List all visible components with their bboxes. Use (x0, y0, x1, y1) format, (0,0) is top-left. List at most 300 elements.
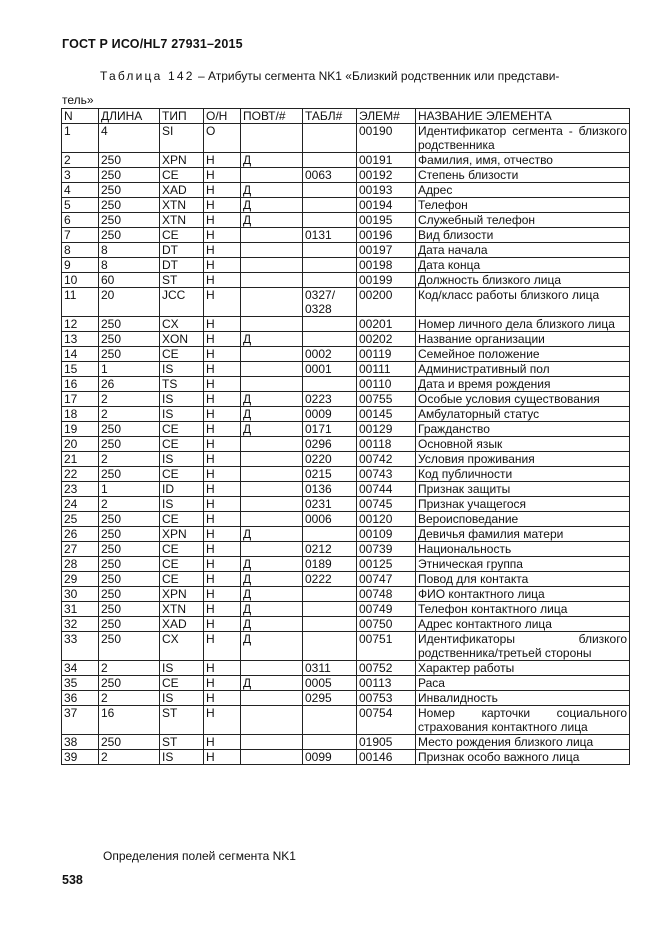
table-cell: CX (160, 317, 204, 332)
table-cell: 01905 (357, 735, 416, 750)
table-cell: 8 (62, 243, 99, 258)
table-cell: CE (160, 437, 204, 452)
table-cell: Н (204, 407, 241, 422)
table-cell: XAD (160, 617, 204, 632)
table-cell: Характер работы (416, 661, 630, 676)
table-cell: Раса (416, 676, 630, 691)
table-cell (241, 497, 303, 512)
table-row (62, 467, 630, 482)
table-cell: 7 (62, 228, 99, 243)
table-cell: Степень близости (416, 168, 630, 183)
table-row (62, 542, 630, 557)
table-row (62, 602, 630, 617)
table-cell: IS (160, 691, 204, 706)
table-cell (241, 362, 303, 377)
table-cell: Д (241, 557, 303, 572)
table-cell: Код публичности (416, 467, 630, 482)
table-cell: Н (204, 347, 241, 362)
table-cell (303, 183, 357, 198)
table-cell: 2 (99, 750, 160, 765)
caption-line-1 (62, 64, 628, 88)
table-cell: 00739 (357, 542, 416, 557)
table-row (62, 661, 630, 676)
table-cell (241, 452, 303, 467)
table-cell: 6 (62, 213, 99, 228)
table-row (62, 512, 630, 527)
table-cell: Д (241, 587, 303, 602)
table-cell: 21 (62, 452, 99, 467)
table-cell: Гражданство (416, 422, 630, 437)
table-cell: CE (160, 228, 204, 243)
table-cell: Н (204, 317, 241, 332)
table-cell: 2 (99, 407, 160, 422)
table-cell: 250 (99, 198, 160, 213)
table-cell (303, 198, 357, 213)
table-cell: XAD (160, 183, 204, 198)
table-cell: 18 (62, 407, 99, 422)
table-cell: 2 (99, 392, 160, 407)
table-cell: XPN (160, 527, 204, 542)
table-cell (303, 317, 357, 332)
table-cell: 8 (99, 258, 160, 273)
table-row (62, 124, 630, 153)
table-cell: Признак защиты (416, 482, 630, 497)
table-cell: Д (241, 602, 303, 617)
table-cell: 0063 (303, 168, 357, 183)
caption-dash: – (197, 69, 205, 83)
table-cell: 250 (99, 527, 160, 542)
table-cell: 00118 (357, 437, 416, 452)
table-cell: 00129 (357, 422, 416, 437)
table-cell: Н (204, 617, 241, 632)
table-cell: 250 (99, 512, 160, 527)
table-cell: Признак учащегося (416, 497, 630, 512)
table-cell (241, 750, 303, 765)
caption-line-2: тель» (62, 93, 94, 107)
table-cell: 60 (99, 273, 160, 288)
table-cell: 00747 (357, 572, 416, 587)
table-cell: Д (241, 632, 303, 661)
table-cell: Н (204, 153, 241, 168)
table-cell (303, 632, 357, 661)
table-cell: Административный пол (416, 362, 630, 377)
table-cell: 0171 (303, 422, 357, 437)
table-row (62, 557, 630, 572)
table-row (62, 750, 630, 765)
table-cell: 2 (99, 691, 160, 706)
table-cell (241, 258, 303, 273)
table-cell: 15 (62, 362, 99, 377)
table-cell: Должность близкого лица (416, 273, 630, 288)
table-cell: Адрес контактного лица (416, 617, 630, 632)
table-cell (303, 273, 357, 288)
table-cell: 34 (62, 661, 99, 676)
table-cell: 00190 (357, 124, 416, 153)
table-cell (303, 153, 357, 168)
table-cell: CX (160, 632, 204, 661)
table-cell: 00197 (357, 243, 416, 258)
table-cell: 250 (99, 317, 160, 332)
column-header: ПОВТ/# (241, 109, 303, 124)
table-cell: Н (204, 527, 241, 542)
table-cell: 36 (62, 691, 99, 706)
table-cell: 28 (62, 557, 99, 572)
table-cell: 00752 (357, 661, 416, 676)
table-row (62, 422, 630, 437)
table-cell: Идентификаторы близкого родственника/третьей стороны (416, 632, 630, 661)
table-cell: 00751 (357, 632, 416, 661)
field-definitions-heading: Определения полей сегмента NK1 (103, 849, 296, 863)
table-row (62, 452, 630, 467)
table-cell: IS (160, 407, 204, 422)
table-cell: ST (160, 273, 204, 288)
caption-text: Атрибуты сегмента NK1 «Близкий родственник или представи- (207, 69, 560, 83)
table-cell: XTN (160, 213, 204, 228)
table-cell: 0296 (303, 437, 357, 452)
table-row (62, 617, 630, 632)
table-cell: 250 (99, 422, 160, 437)
table-cell: 8 (99, 243, 160, 258)
table-cell: Н (204, 676, 241, 691)
table-cell: XON (160, 332, 204, 347)
table-cell: 4 (99, 124, 160, 153)
table-cell: IS (160, 392, 204, 407)
table-cell: Дата конца (416, 258, 630, 273)
table-cell (303, 527, 357, 542)
table-row (62, 482, 630, 497)
table-cell: 0311 (303, 661, 357, 676)
table-cell: Н (204, 198, 241, 213)
table-cell: 32 (62, 617, 99, 632)
table-cell: 250 (99, 153, 160, 168)
table-row (62, 347, 630, 362)
table-cell (303, 332, 357, 347)
table-cell: Н (204, 168, 241, 183)
table-cell: Н (204, 467, 241, 482)
table-cell: Основной язык (416, 437, 630, 452)
table-row (62, 735, 630, 750)
table-cell: Н (204, 587, 241, 602)
table-cell: 16 (62, 377, 99, 392)
table-cell (241, 317, 303, 332)
table-cell: CE (160, 572, 204, 587)
table-cell (303, 706, 357, 735)
table-cell: 23 (62, 482, 99, 497)
table-cell (303, 124, 357, 153)
table-cell: 250 (99, 676, 160, 691)
table-cell: Н (204, 392, 241, 407)
table-cell: 00196 (357, 228, 416, 243)
table-cell: 00194 (357, 198, 416, 213)
table-cell: Дата и время рождения (416, 377, 630, 392)
column-header: О/Н (204, 109, 241, 124)
table-cell: XTN (160, 198, 204, 213)
table-cell: 00191 (357, 153, 416, 168)
table-cell: Служебный телефон (416, 213, 630, 228)
table-cell: 0002 (303, 347, 357, 362)
table-cell: ST (160, 735, 204, 750)
table-cell: 00755 (357, 392, 416, 407)
table-cell: Амбулаторный статус (416, 407, 630, 422)
table-cell: 0099 (303, 750, 357, 765)
table-cell: 0222 (303, 572, 357, 587)
table-cell: 00145 (357, 407, 416, 422)
table-row (62, 168, 630, 183)
table-cell (241, 243, 303, 258)
table-row (62, 317, 630, 332)
table-row (62, 228, 630, 243)
table-cell: 00119 (357, 347, 416, 362)
table-cell: 2 (62, 153, 99, 168)
table-cell: 16 (99, 706, 160, 735)
table-cell: 9 (62, 258, 99, 273)
table-cell: Название организации (416, 332, 630, 347)
table-cell: 00201 (357, 317, 416, 332)
table-cell: Н (204, 572, 241, 587)
table-cell: 37 (62, 706, 99, 735)
table-cell: Этническая группа (416, 557, 630, 572)
table-cell: CE (160, 467, 204, 482)
table-cell: 4 (62, 183, 99, 198)
table-cell: Н (204, 706, 241, 735)
table-row (62, 153, 630, 168)
table-row (62, 706, 630, 735)
table-cell: Н (204, 258, 241, 273)
table-cell: 00109 (357, 527, 416, 542)
table-cell: 0005 (303, 676, 357, 691)
table-cell (241, 437, 303, 452)
table-cell: Условия проживания (416, 452, 630, 467)
column-header: ТИП (160, 109, 204, 124)
table-cell: ID (160, 482, 204, 497)
table-cell: О (204, 124, 241, 153)
table-cell: Н (204, 497, 241, 512)
table-cell: 14 (62, 347, 99, 362)
table-cell: 0231 (303, 497, 357, 512)
table-cell: 250 (99, 332, 160, 347)
table-cell: Н (204, 452, 241, 467)
table-cell: 00750 (357, 617, 416, 632)
table-cell: 0009 (303, 407, 357, 422)
table-cell: Место рождения близкого лица (416, 735, 630, 750)
table-cell: 0189 (303, 557, 357, 572)
table-cell: 00125 (357, 557, 416, 572)
table-cell: Повод для контакта (416, 572, 630, 587)
table-row (62, 198, 630, 213)
table-cell: Телефон контактного лица (416, 602, 630, 617)
table-cell: 24 (62, 497, 99, 512)
table-header-row (62, 109, 630, 124)
table-cell: Н (204, 288, 241, 317)
table-cell: CE (160, 422, 204, 437)
table-cell: Вероисповедание (416, 512, 630, 527)
table-cell: Н (204, 482, 241, 497)
table-cell: 3 (62, 168, 99, 183)
table-cell: 35 (62, 676, 99, 691)
table-cell: 1 (99, 482, 160, 497)
table-cell: TS (160, 377, 204, 392)
table-cell: 250 (99, 587, 160, 602)
table-cell: IS (160, 452, 204, 467)
table-cell: Код/класс работы близкого лица (416, 288, 630, 317)
table-row (62, 497, 630, 512)
table-cell: 11 (62, 288, 99, 317)
table-cell: 33 (62, 632, 99, 661)
table-cell: 00748 (357, 587, 416, 602)
table-cell: Н (204, 213, 241, 228)
table-cell: Д (241, 153, 303, 168)
table-cell (241, 347, 303, 362)
table-row (62, 183, 630, 198)
table-cell: 0001 (303, 362, 357, 377)
table-cell (303, 377, 357, 392)
table-cell: 00111 (357, 362, 416, 377)
table-cell (241, 691, 303, 706)
table-row (62, 243, 630, 258)
table-cell: DT (160, 243, 204, 258)
table-cell: Н (204, 750, 241, 765)
table-cell: 00742 (357, 452, 416, 467)
table-row (62, 587, 630, 602)
table-label: Таблица 142 (100, 69, 195, 83)
table-cell: Вид близости (416, 228, 630, 243)
table-cell: 29 (62, 572, 99, 587)
table-cell: 00753 (357, 691, 416, 706)
table-cell: 250 (99, 602, 160, 617)
table-cell: 00193 (357, 183, 416, 198)
table-cell: Девичья фамилия матери (416, 527, 630, 542)
table-cell: 22 (62, 467, 99, 482)
table-row (62, 288, 630, 317)
table-cell: Н (204, 691, 241, 706)
table-row (62, 572, 630, 587)
table-cell: Телефон (416, 198, 630, 213)
table-cell: 5 (62, 198, 99, 213)
table-cell: 00744 (357, 482, 416, 497)
table-cell: 2 (99, 497, 160, 512)
table-cell: Номер личного дела близкого лица (416, 317, 630, 332)
table-cell (241, 228, 303, 243)
table-cell: 30 (62, 587, 99, 602)
table-cell: Н (204, 332, 241, 347)
table-cell: 1 (99, 362, 160, 377)
table-cell: 20 (62, 437, 99, 452)
table-cell: XTN (160, 602, 204, 617)
table-cell: Д (241, 183, 303, 198)
table-cell: Н (204, 273, 241, 288)
table-cell: XPN (160, 153, 204, 168)
table-cell (241, 288, 303, 317)
table-cell: IS (160, 362, 204, 377)
table-cell: Особые условия существования (416, 392, 630, 407)
table-cell: Д (241, 213, 303, 228)
table-cell: Д (241, 198, 303, 213)
table-cell: 250 (99, 617, 160, 632)
table-row (62, 437, 630, 452)
table-cell: 0212 (303, 542, 357, 557)
table-cell: 17 (62, 392, 99, 407)
table-cell: 10 (62, 273, 99, 288)
table-cell: 00745 (357, 497, 416, 512)
column-header: ДЛИНА (99, 109, 160, 124)
table-cell: 25 (62, 512, 99, 527)
table-cell: Н (204, 362, 241, 377)
table-row (62, 332, 630, 347)
table-cell: 0295 (303, 691, 357, 706)
table-cell: Н (204, 632, 241, 661)
table-cell: JCC (160, 288, 204, 317)
table-caption (62, 64, 628, 112)
table-cell: 31 (62, 602, 99, 617)
table-cell: Н (204, 243, 241, 258)
table-cell: 26 (62, 527, 99, 542)
table-cell (241, 735, 303, 750)
table-cell: 00199 (357, 273, 416, 288)
table-cell: Дата начала (416, 243, 630, 258)
table-cell: 00120 (357, 512, 416, 527)
table-cell (241, 168, 303, 183)
table-cell: 00200 (357, 288, 416, 317)
table-cell: 00110 (357, 377, 416, 392)
table-cell: 00113 (357, 676, 416, 691)
table-cell: IS (160, 661, 204, 676)
table-cell: IS (160, 750, 204, 765)
table-cell: 00192 (357, 168, 416, 183)
table-cell: 2 (99, 452, 160, 467)
table-cell: Н (204, 661, 241, 676)
table-cell: 00749 (357, 602, 416, 617)
table-row (62, 362, 630, 377)
table-row (62, 213, 630, 228)
table-cell: Н (204, 183, 241, 198)
table-cell: 00754 (357, 706, 416, 735)
table-cell: 20 (99, 288, 160, 317)
table-cell: 250 (99, 437, 160, 452)
table-cell: SI (160, 124, 204, 153)
table-row (62, 527, 630, 542)
page-number: 538 (62, 873, 83, 887)
table-cell: CE (160, 347, 204, 362)
table-cell (241, 377, 303, 392)
table-cell: 2 (99, 661, 160, 676)
table-cell: Д (241, 676, 303, 691)
table-cell: 0223 (303, 392, 357, 407)
table-cell (241, 661, 303, 676)
table-cell: Н (204, 228, 241, 243)
table-cell: 12 (62, 317, 99, 332)
table-cell (241, 542, 303, 557)
table-row (62, 676, 630, 691)
table-cell: CE (160, 168, 204, 183)
table-cell: 00743 (357, 467, 416, 482)
table-cell: Н (204, 377, 241, 392)
table-cell: Инвалидность (416, 691, 630, 706)
table-cell: Д (241, 332, 303, 347)
table-cell: Д (241, 407, 303, 422)
table-cell: 1 (62, 124, 99, 153)
table-cell (241, 467, 303, 482)
table-cell: ST (160, 706, 204, 735)
table-cell: Н (204, 542, 241, 557)
table-row (62, 691, 630, 706)
document-header: ГОСТ Р ИСО/HL7 27931–2015 (62, 37, 243, 51)
column-header: N (62, 109, 99, 124)
table-cell: CE (160, 542, 204, 557)
table-cell: Признак особо важного лица (416, 750, 630, 765)
table-cell (303, 602, 357, 617)
table-cell: Н (204, 422, 241, 437)
table-cell: Номер карточки социального страхования контактного лица (416, 706, 630, 735)
